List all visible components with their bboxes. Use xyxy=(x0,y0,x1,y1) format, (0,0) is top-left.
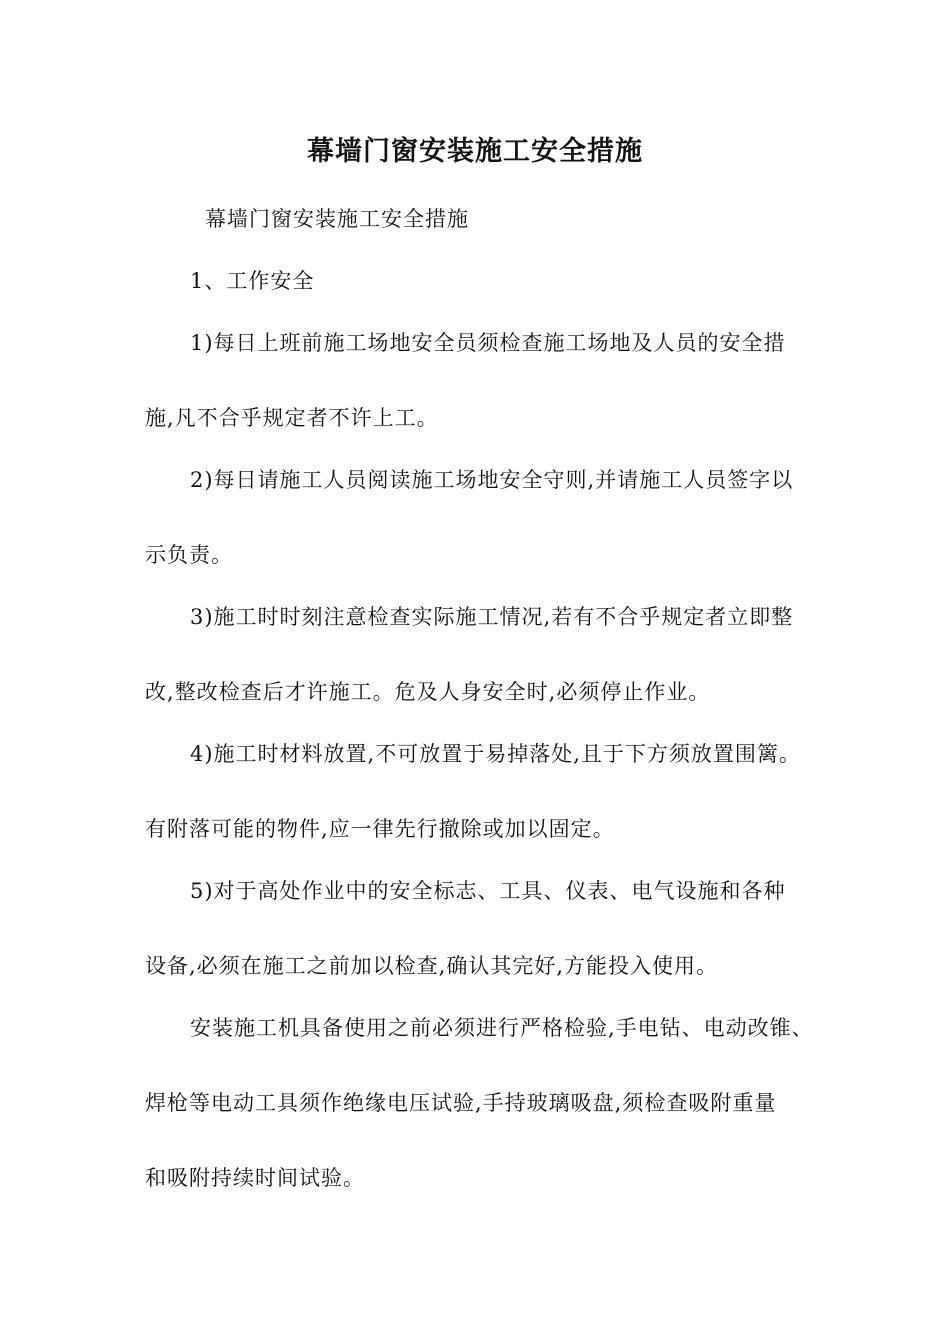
paragraph-2-line-2: 示负责。 xyxy=(145,543,233,567)
document-subtitle: 幕墙门窗安装施工安全措施 xyxy=(205,207,469,231)
paragraph-3-line-1: 3)施工时时刻注意检查实际施工情况,若有不合乎规定者立即整 xyxy=(190,605,794,629)
paragraph-4-line-2: 有附落可能的物件,应一律先行撤除或加以固定。 xyxy=(145,817,615,841)
paragraph-5-line-1: 5)对于高处作业中的安全标志、工具、仪表、电气设施和各种 xyxy=(190,879,786,903)
paragraph-6-line-3: 和吸附持续时间试验。 xyxy=(145,1166,365,1190)
paragraph-2-line-1: 2)每日请施工人员阅读施工场地安全守则,并请施工人员签字以 xyxy=(190,468,794,492)
document-title: 幕墙门窗安装施工安全措施 xyxy=(307,136,643,167)
paragraph-5-line-2: 设备,必须在施工之前加以检查,确认其完好,方能投入使用。 xyxy=(145,954,719,978)
section-heading: 1、工作安全 xyxy=(190,269,315,293)
paragraph-1-line-2: 施,凡不合乎规定者不许上工。 xyxy=(145,406,439,430)
paragraph-1-line-1: 1)每日上班前施工场地安全员须检查施工场地及人员的安全措 xyxy=(190,331,786,355)
paragraph-6-line-2: 焊枪等电动工具须作绝缘电压试验,手持玻璃吸盘,须检查吸附重量 xyxy=(145,1091,777,1115)
paragraph-6-line-1: 安装施工机具备使用之前必须进行严格检验,手电钻、电动改锥、 xyxy=(190,1016,814,1040)
paragraph-4-line-1: 4)施工时材料放置,不可放置于易掉落处,且于下方须放置围篱。 xyxy=(190,742,801,766)
paragraph-3-line-2: 改,整改检查后才许施工。危及人身安全时,必须停止作业。 xyxy=(145,680,711,704)
